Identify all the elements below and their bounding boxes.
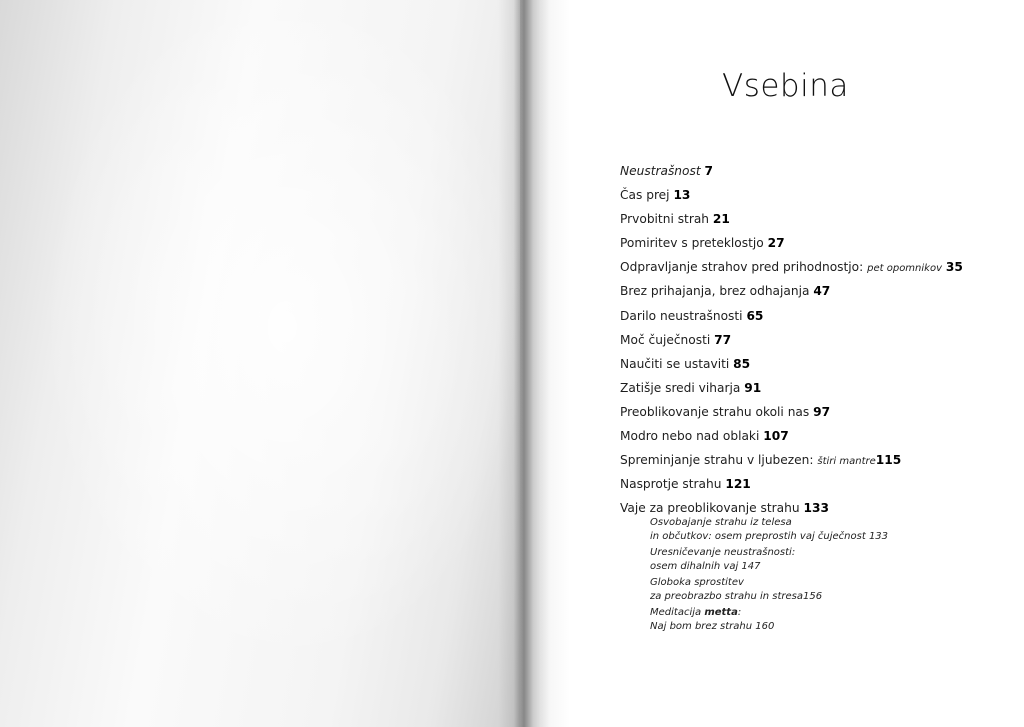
toc-entry: Brez prihajanja, brez odhajanja 47 [620,284,831,299]
page-title: Vsebina [722,68,849,104]
toc-entry: Pomiritev s preteklostjo 27 [620,236,785,251]
table-of-contents [620,163,1000,524]
toc-entry: Prvobitni strah 21 [620,212,730,227]
toc-entry: Preoblikovanje strahu okoli nas 97 [620,404,831,419]
toc-sub-entry: Globoka sprostitev za preobrazbo strahu in stresa156 [650,577,823,602]
toc-entry: Darilo neustrašnosti 65 [620,308,764,323]
toc-sub-entry: Meditacija metta: Naj bom brez strahu 160 [650,607,775,632]
toc-entry: Modro nebo nad oblaki 107 [620,429,789,444]
toc-sub-entry: Osvobajanje strahu iz telesa in občutkov: osem preprostih vaj čuječnost 133 [650,517,889,542]
toc-entry: Vaje za preoblikovanje strahu 133 [620,501,829,516]
book-spine-shadow [498,0,550,727]
toc-entry: Zatišje sredi viharja 91 [620,380,762,395]
toc-entry: Neustrašnost 7 [620,164,713,178]
toc-entry: Moč čuječnosti 77 [620,332,732,347]
toc-sub-entry: Uresničevanje neustrašnosti: osem dihalnih vaj 147 [650,547,796,572]
toc-sub-entries [650,516,1000,636]
toc-entry: Spreminjanje strahu v ljubezen: štiri mantre115 [620,453,902,468]
toc-entry: Odpravljanje strahov pred prihodnostjo: pet opomnikov 35 [620,260,963,275]
toc-entry: Nasprotje strahu 121 [620,477,751,492]
toc-entry: Čas prej 13 [620,188,691,203]
toc-entry: Naučiti se ustaviti 85 [620,356,751,371]
